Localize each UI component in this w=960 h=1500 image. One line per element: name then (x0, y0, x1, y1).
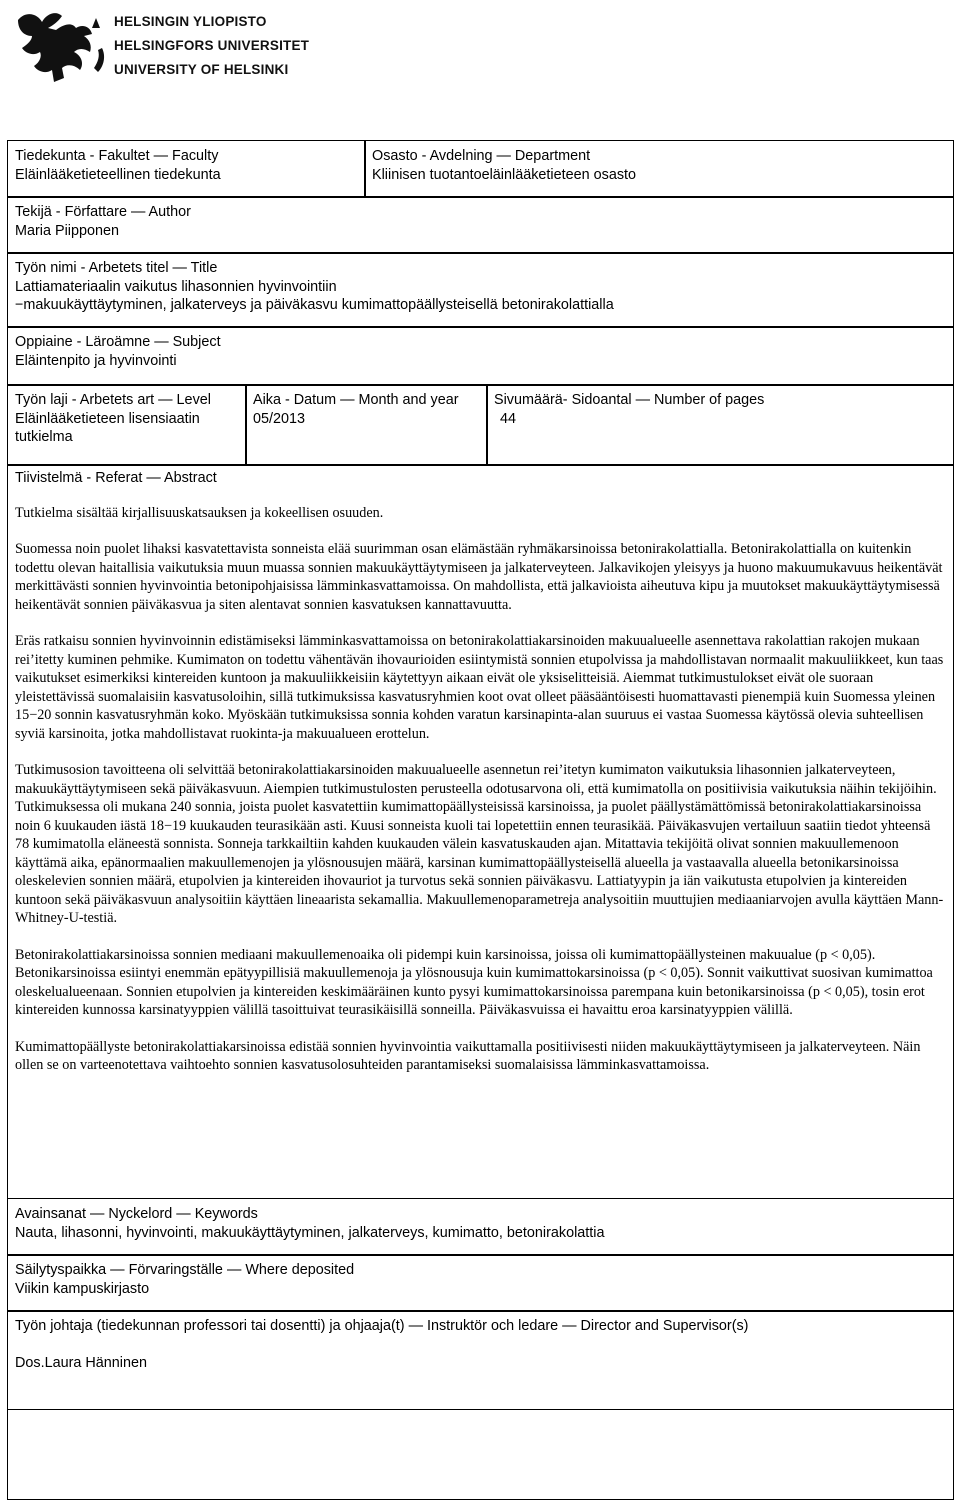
pages-label: Sivumäärä- Sidoantal — Number of pages (494, 392, 765, 408)
title-line-1: Lattiamateriaalin vaikutus lihasonnien hyvinvointiin (15, 278, 337, 295)
abstract-text (15, 504, 946, 1075)
title-line-2: −makuukäyttäytyminen, jalkaterveys ja päiväkasvu kumimattopäällysteisellä betonirakolattialla (15, 297, 614, 313)
supervisor-value: Dos.Laura Hänninen (15, 1354, 148, 1371)
abstract-paragraph: Kumimattopäällyste betonirakolattiakarsinoissa edistää sonnien hyvinvointia vaikuttamalla positiivisesti niiden makuukäyttäytymiseen ja jalkaterveyteen. Näin ollen se on varteenotettava vaihtoehto sonnien kasvatusolosuhteiden parantamiseksi suomalaisissa lämminkasvattamoissa. (15, 1038, 921, 1073)
department-value: Kliinisen tuotantoeläinlääketieteen osasto (372, 166, 637, 183)
deposited-value: Viikin kampuskirjasto (15, 1280, 150, 1297)
abstract-paragraph: Suomessa noin puolet lihaksi kasvatettavista sonneista elää suurimman osan elämästään ryhmäkarsinoissa betonirakolattialla. Betonirakolattialla on kuitenkin todettu olevan haitallisia vaikutuksia muun muassa sonnien makuukäyttäytymiseen ja jalkaterveyteen. Jalkavikojen yleisyys ja huono makuumukavuus heikentävät merkittävästi sonnien hyvinvointia betonipohjaisissa lämminkasvattamoissa. On mahdollista, että jalkavioista aiheutuva kipu ja muutokset makuukäyttäytymisessä heikentävät sonnien päiväkasvua ja siten alentavat sonnien kasvatuksen kannattavuutta. (15, 541, 943, 613)
university-name-fi: HELSINGIN YLIOPISTO (114, 14, 267, 29)
level-value-line-2: tutkielma (15, 429, 73, 445)
subject-cell (7, 326, 954, 386)
pages-value: 44 (500, 410, 517, 427)
abstract-paragraph: Tutkimusosion tavoitteena oli selvittää betonirakolattiakarsinoiden makuualueelle asennetun rei’itetyn kumimaton vaikutuksia lihasonnien jalkaterveyteen, makuukäyttäytymiseen sekä päiväkasvuun. Aiempien tutkimustulosten perusteella odotusarvona oli, että kumimatolla on positiivisia vaikutuksia näihin tekijöihin. Tutkimuksessa oli mukana 240 sonnia, joista puolet kasvatettiin kumimattopäällysteisissä karsinoissa, ja puolet päällystämättömissä betonirakolattiakarsinoissa noin 6 kuukauden iästä 18−19 kuukauden teurasikään asti. Kuusi sonneista kuoli tai lopetettiin ennen teurasikää. Päiväkasvujen vertailuun saatiin tiedot yhteensä 78 kumimatolla eläneestä sonnista. Sonneja tarkkailtiin kahden kuukauden välein kasvatuskauden ajan. Mitattavia tekijöitä olivat sonnien makuullemenoon käyttämä aika, epänormaalien makuullemenojen ja ylösnousujen määrä, karsinan kumimattopäällysteisellä alueella ja vastaavalla alueella betonikarsinoissa oleskelevien sonnien määrä, etupolvien ja kintereiden ihovauriot ja turvotus sekä sonnien päiväkasvu. Lattiatyypin ja iän vaikutusta etupolvien ja kintereiden kuntoon sekä päiväkasvuun analysoitiin käyttäen lineaarista sekamallia. Makuullemenoparametreja analysoitiin muuttujien mediaaniarvojen avulla käyttäen Mann-Whitney-U-testiä. (15, 762, 944, 926)
date-cell (245, 384, 488, 466)
title-cell (7, 252, 954, 328)
keywords-value: Nauta, lihasonni, hyvinvointi, makuukäyttäytyminen, jalkaterveys, kumimatto, betonirakolattia (15, 1224, 605, 1241)
supervisor-label: Työn johtaja (tiedekunnan professori tai dosentti) ja ohjaaja(t) — Instruktör och ledare — Director and Supervisor(s) (15, 1318, 749, 1334)
subject-label: Oppiaine - Läroämne — Subject (15, 334, 221, 350)
faculty-cell (7, 140, 366, 198)
deposited-cell (7, 1254, 954, 1312)
university-logo (12, 8, 310, 84)
deposited-label: Säilytyspaikka — Förvaringställe — Where deposited (15, 1262, 355, 1278)
faculty-label: Tiedekunta - Fakultet — Faculty (15, 148, 219, 164)
author-cell (7, 196, 954, 254)
department-cell (364, 140, 954, 198)
department-label: Osasto - Avdelning — Department (372, 148, 591, 164)
title-label: Työn nimi - Arbetets titel — Title (15, 260, 218, 276)
author-label: Tekijä - Författare — Author (15, 204, 191, 220)
date-label: Aika - Datum — Month and year (253, 392, 459, 408)
thesis-footer-form (7, 1198, 954, 1410)
date-value: 05/2013 (253, 410, 306, 427)
level-cell (7, 384, 247, 466)
university-name-sv: HELSINGFORS UNIVERSITET (114, 38, 310, 53)
keywords-cell (7, 1198, 954, 1256)
abstract-label: Tiivistelmä - Referat — Abstract (15, 470, 217, 486)
subject-value: Eläintenpito ja hyvinvointi (15, 352, 177, 369)
level-value-line-1: Eläinlääketieteen lisensiaatin (15, 410, 200, 427)
abstract-paragraph: Betonirakolattiakarsinoissa sonnien mediaani makuullemenoaika oli pidempi kuin karsinoissa, joissa oli kumimattopäällysteinen makuualue (p < 0,05). Betonikarsinoissa esiintyi enemmän epätyypillisiä makuullemenoja ja ylösnousuja kuin kumimattokarsinoissa (p < 0,05). Sonnit vaikuttivat suosivan kumimattoa oleskelualueenaan. Sonnien etupolvien ja kintereiden keskimääräinen kunto pysyi kumimattokarsinoissa parempana kuin betonikarsinoissa (p < 0,05), tosin erot kintereiden kunnossa karsinatyyppien välillä tasoittuivat teurasikäisillä sonneilla. Päiväkasvuissa ei havaittu eroa karsinatyyppien välillä. (15, 946, 933, 1018)
flame-torch-icon (12, 8, 107, 84)
pages-cell (486, 384, 954, 466)
abstract-paragraph: Eräs ratkaisu sonnien hyvinvoinnin edistämiseksi lämminkasvattamoissa on betonirakolattiakarsinoiden makuualueelle asennettava rakolattian rakojen mukaan rei’itetty kuminen pehmike. Kumimaton on todettu vähentävän ihovaurioiden esiintymistä sonnien etupolvissa ja mahdollistavan normaalit makuuliikkeet, kun taas vaikutukset esimerkiksi kintereiden kuntoon ja makuuliikkeisiin käytettyyn aikaan eivät ole yksiselitteisiä. Aiemmat tutkimustulokset eivät ole suoraan yleistettävissä suomalaisiin kasvatusoloihin, sillä tutkimuksissa kasvatusryhmien koot ovat olleet pääsääntöisesti huomattavasti pienempiä kuin Suomessa yleinen 15−20 sonnin kasvatusryhmän koko. Myöskään tutkimuksissa sonnia kohden varatun karsinapinta-alan suuruus ei vastaa Suomessa käytössä olevia suhteellisen syviä karsinoita, jotka mahdollistavat ruokinta-ja makuualueen erottelun. (15, 633, 944, 742)
supervisor-cell (7, 1310, 954, 1410)
university-name-en: UNIVERSITY OF HELSINKI (114, 62, 289, 77)
faculty-value: Eläinlääketieteellinen tiedekunta (15, 166, 221, 183)
abstract-paragraph: Tutkielma sisältää kirjallisuuskatsauksen ja kokeellisen osuuden. (15, 504, 384, 521)
author-value: Maria Piipponen (15, 222, 119, 239)
keywords-label: Avainsanat — Nyckelord — Keywords (15, 1206, 258, 1222)
level-label: Työn laji - Arbetets art — Level (15, 392, 211, 408)
